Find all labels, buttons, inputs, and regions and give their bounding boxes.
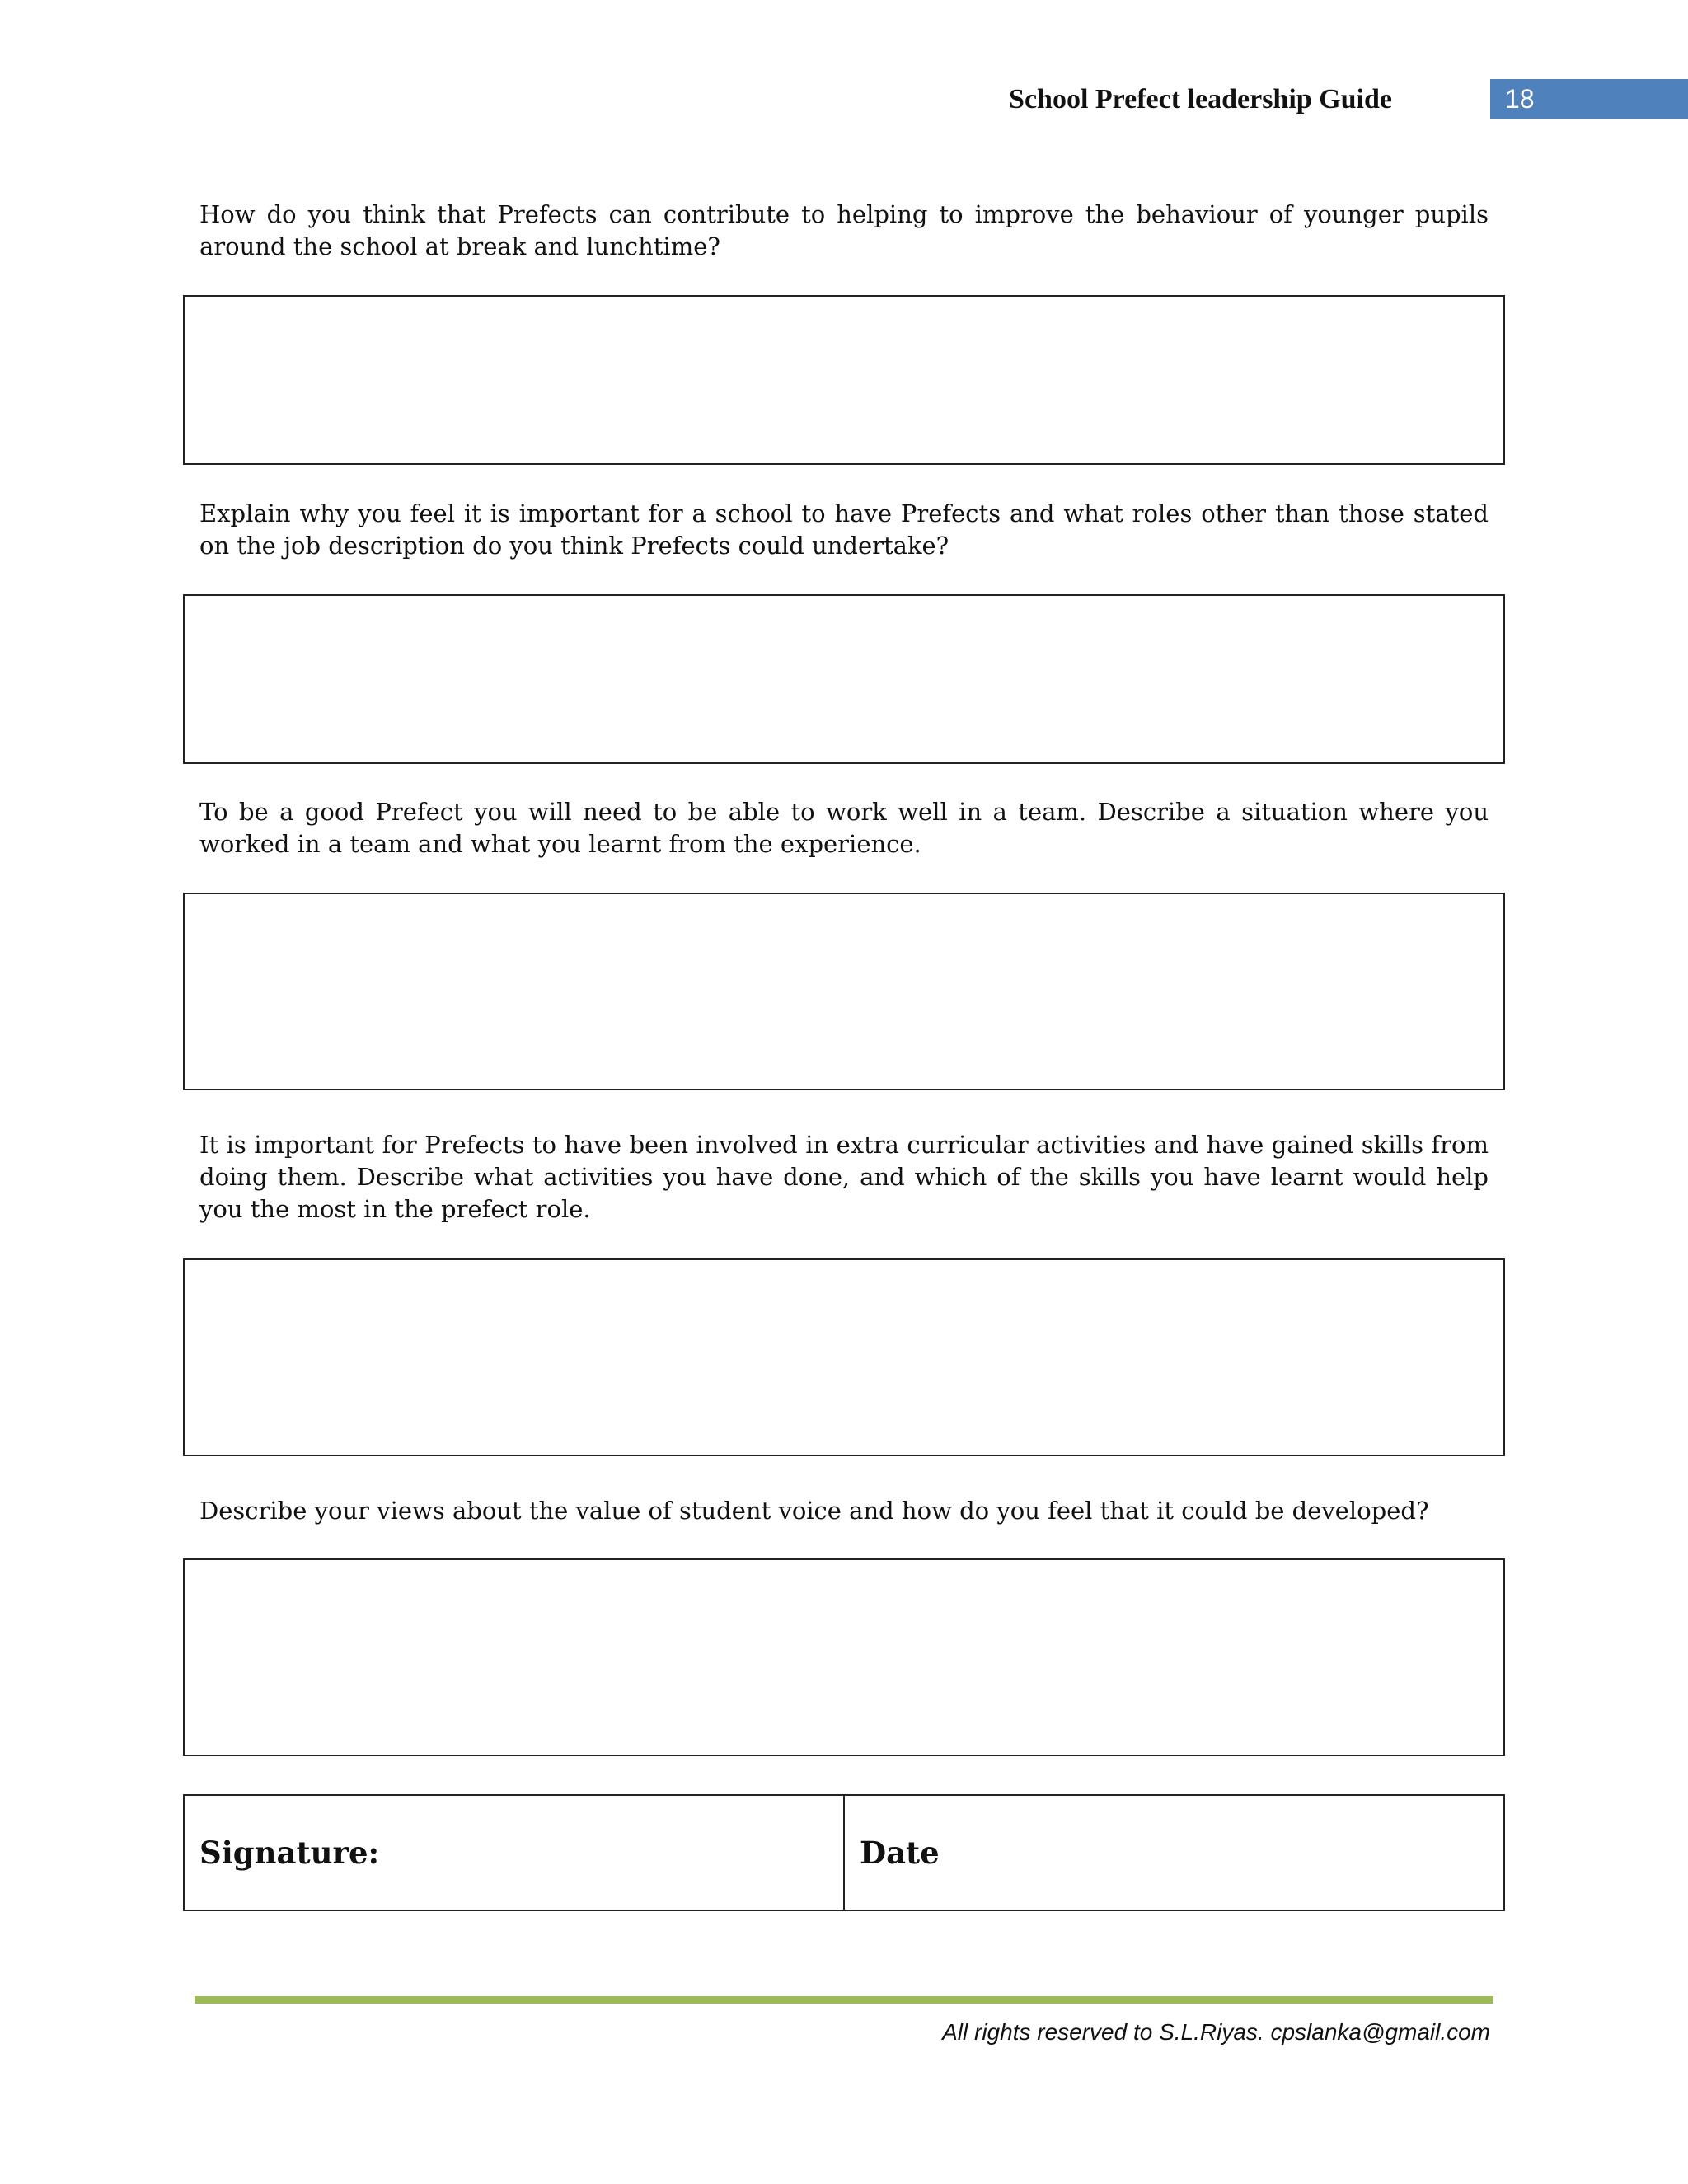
answer-box[interactable] bbox=[183, 1558, 1505, 1756]
signature-table bbox=[183, 1794, 1505, 1911]
question-text: Explain why you feel it is important for a school to have Prefects and what roles other than those stated on the job description do you think Prefects could undertake? bbox=[199, 499, 1489, 560]
date-field[interactable] bbox=[845, 1796, 1503, 1910]
question-text: Describe your views about the value of student voice and how do you feel that it could be developed? bbox=[199, 1497, 1429, 1525]
answer-box[interactable] bbox=[183, 893, 1505, 1090]
footer-rights-text: All rights reserved to S.L.Riyas. cpslanka@gmail.com bbox=[942, 2019, 1490, 2045]
answer-box[interactable] bbox=[183, 594, 1505, 764]
question-text: It is important for Prefects to have been involved in extra curricular activities and have gained skills from doing them. Describe what activities you have done, and which of the skills you have learnt would help you the most in the prefect role. bbox=[199, 1131, 1489, 1223]
page-number-badge: 18 bbox=[1490, 79, 1688, 119]
signature-label: Signature: bbox=[199, 1835, 380, 1871]
answer-box[interactable] bbox=[183, 1258, 1505, 1456]
signature-field[interactable] bbox=[185, 1796, 845, 1910]
date-label: Date bbox=[860, 1835, 940, 1871]
document-title: School Prefect leadership Guide bbox=[1009, 84, 1392, 115]
question-text: How do you think that Prefects can contribute to helping to improve the behaviour of younger pupils around the school at break and lunchtime? bbox=[199, 200, 1489, 260]
answer-box[interactable] bbox=[183, 295, 1505, 465]
question-text: To be a good Prefect you will need to be able to work well in a team. Describe a situation where you worked in a team and what you learnt from the experience. bbox=[199, 798, 1489, 858]
footer-divider bbox=[195, 1996, 1493, 2004]
